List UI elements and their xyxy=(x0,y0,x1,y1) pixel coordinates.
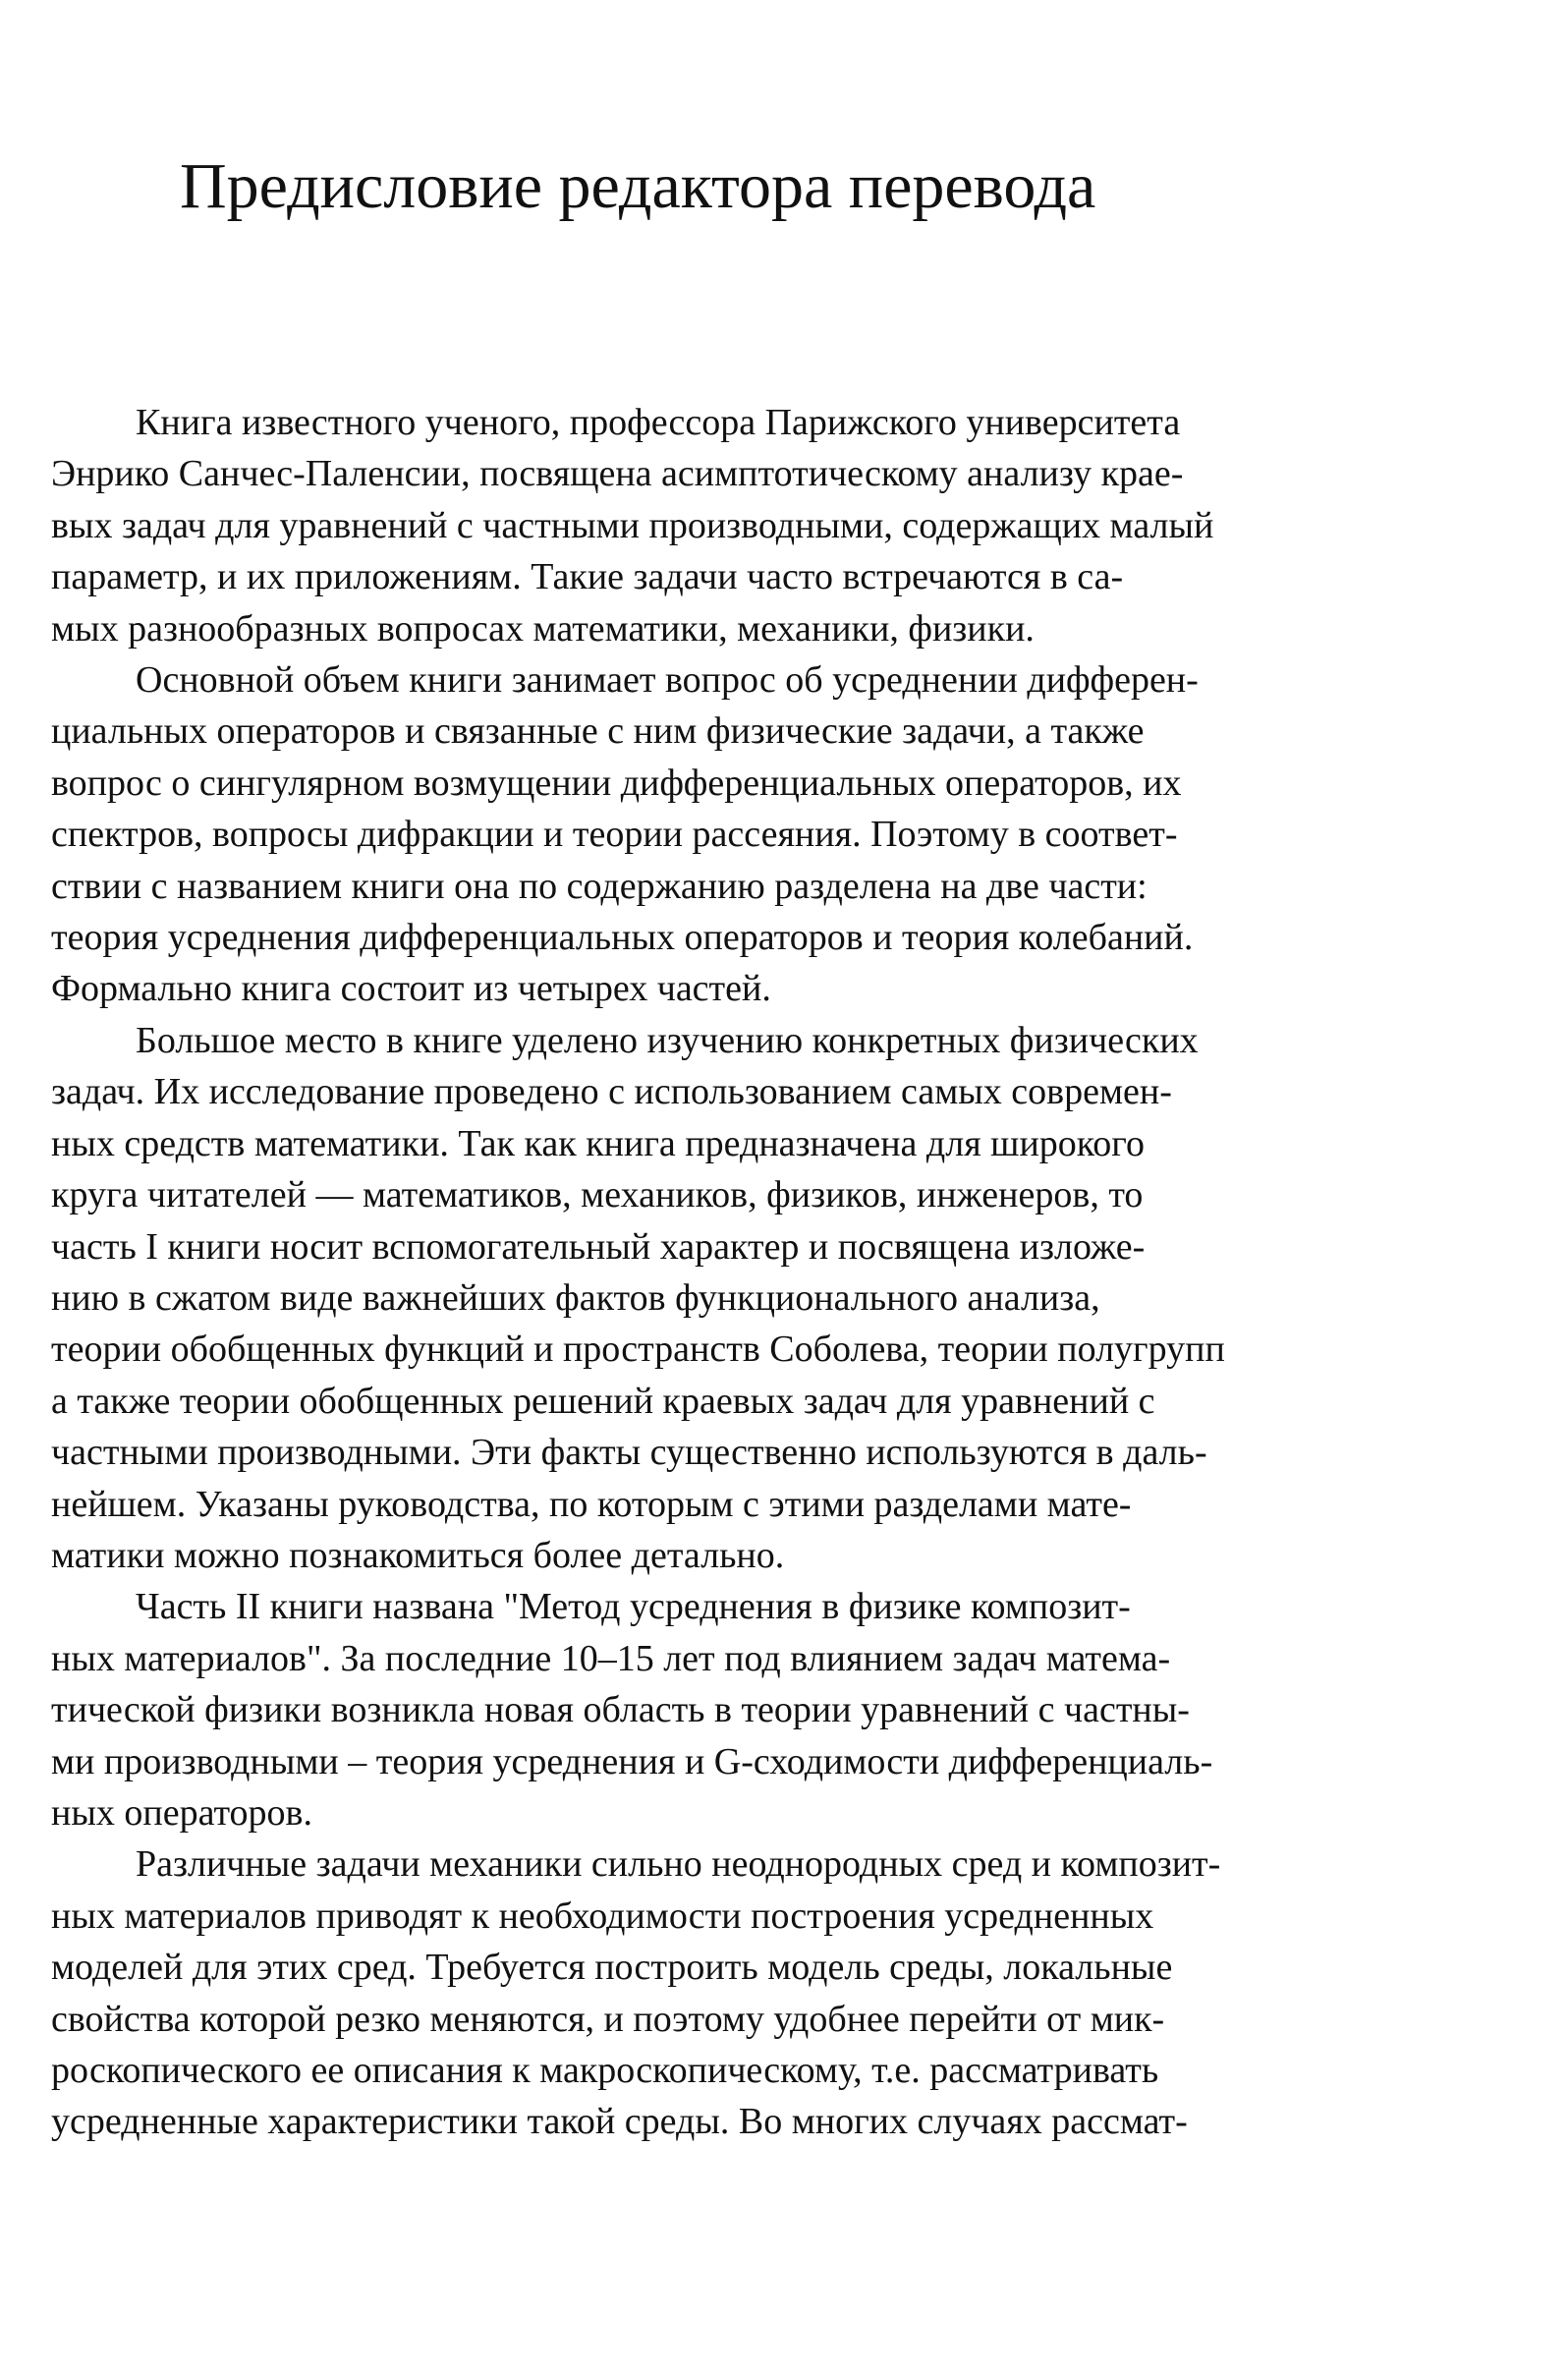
paragraph-5 xyxy=(51,1838,1397,2147)
text-line: ми производными – теория усреднения и G-сходимости дифференциаль- xyxy=(51,1740,1213,1782)
text-line: матики можно познакомиться более детально. xyxy=(51,1534,785,1576)
text-line: а также теории обобщенных решений краевых задач для уравнений с xyxy=(51,1380,1155,1422)
text-line: ных материалов". За последние 10–15 лет под влиянием задач матема- xyxy=(51,1637,1171,1679)
text-line: спектров, вопросы дифракции и теории рассеяния. Поэтому в соответ- xyxy=(51,814,1178,856)
paragraph-2 xyxy=(51,654,1397,1015)
text-line: Формально книга состоит из четырех частей. xyxy=(51,968,771,1010)
paragraph-1 xyxy=(51,397,1397,654)
page-title: Предисловие редактора перевода xyxy=(180,150,1096,222)
text-line: вых задач для уравнений с частными производными, содержащих малый xyxy=(51,504,1214,546)
text-line: круга читателей — математиков, механиков, физиков, инженеров, то xyxy=(51,1174,1144,1216)
text-line: теории обобщенных функций и пространств Соболева, теории полугрупп xyxy=(51,1328,1225,1371)
text-line: Основной объем книги занимает вопрос об усреднении дифферен- xyxy=(136,659,1199,702)
text-line: задач. Их исследование проведено с использованием самых современ- xyxy=(51,1071,1172,1113)
body-text xyxy=(51,397,1397,2148)
text-line: ствии с названием книги она по содержанию разделена на две части: xyxy=(51,865,1148,907)
text-line: ных материалов приводят к необходимости построения усредненных xyxy=(51,1894,1154,1937)
text-line: часть I книги носит вспомогательный характер и посвящена изложе- xyxy=(51,1225,1146,1268)
text-line: Книга известного ученого, профессора Парижского университета xyxy=(136,402,1181,443)
text-line: тической физики возникла новая область в теории уравнений с частны- xyxy=(51,1689,1190,1731)
text-line: вопрос о сингулярном возмущении дифференциальных операторов, их xyxy=(51,762,1182,804)
text-line: нейшем. Указаны руководства, по которым с этими разделами мате- xyxy=(51,1483,1132,1525)
text-line: Энрико Санчес-Паленсии, посвящена асимптотическому анализу крае- xyxy=(51,453,1184,495)
text-line: нию в сжатом виде важнейших фактов функционального анализа, xyxy=(51,1276,1100,1319)
text-line: свойства которой резко меняются, и поэтому удобнее перейти от мик- xyxy=(51,1998,1165,2040)
text-line: параметр, и их приложениям. Такие задачи часто встречаются в са- xyxy=(51,556,1124,598)
text-line: частными производными. Эти факты существенно используются в даль- xyxy=(51,1432,1207,1474)
paragraph-4 xyxy=(51,1581,1397,1838)
paragraph-3 xyxy=(51,1015,1397,1581)
text-line: ных средств математики. Так как книга предназначена для широкого xyxy=(51,1122,1145,1164)
text-line: Часть II книги названа "Метод усреднения в физике композит- xyxy=(136,1586,1131,1628)
text-line: Большое место в книге уделено изучению конкретных физических xyxy=(136,1019,1199,1061)
text-line: Различные задачи механики сильно неоднородных сред и композит- xyxy=(136,1843,1221,1886)
text-line: циальных операторов и связанные с ним физические задачи, а также xyxy=(51,710,1145,753)
text-line: роскопического ее описания к макроскопическому, т.е. рассматривать xyxy=(51,2050,1159,2091)
text-line: ных операторов. xyxy=(51,1791,312,1834)
text-line: усредненные характеристики такой среды. Во многих случаях рассмат- xyxy=(51,2101,1188,2143)
text-line: мых разнообразных вопросах математики, механики, физики. xyxy=(51,607,1035,650)
text-line: моделей для этих сред. Требуется построить модель среды, локальные xyxy=(51,1947,1173,1989)
text-line: теория усреднения дифференциальных операторов и теория колебаний. xyxy=(51,917,1194,959)
